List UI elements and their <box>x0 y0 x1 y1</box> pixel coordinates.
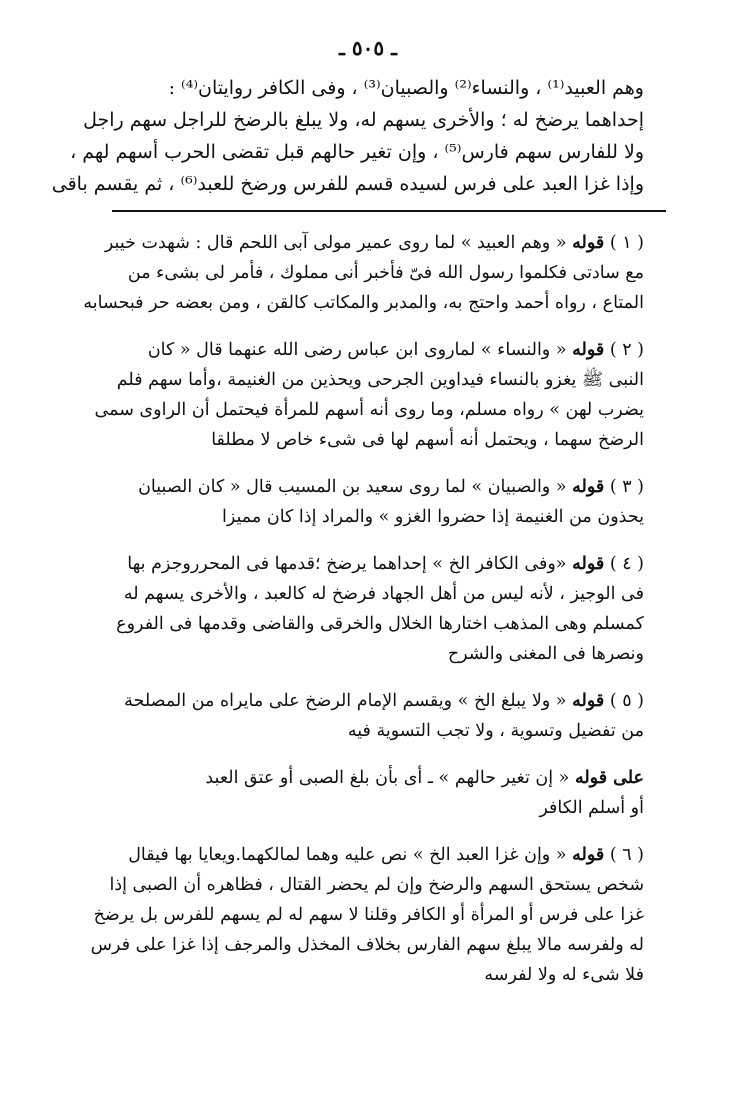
footnote-keyword: قوله <box>572 845 605 865</box>
footnote-line <box>78 763 644 793</box>
footnote-number: ( ١ ) <box>609 233 644 253</box>
footnote-line: شخص يستحق السهم والرضخ وإن لم يحضر القتال ، فظاهره أن الصبى إذا <box>109 875 644 895</box>
main-text-line: ولا للفارس سهم فارس⁽⁵⁾ ، وإن تغير حالهم قبل تقضى الحرب أسهم لهم ، <box>70 141 644 163</box>
footnote-line: من تفضيل وتسوية ، ولا تجب التسوية فيه <box>347 721 644 741</box>
footnote-line: فلا شىء له ولا لفرسه <box>484 965 644 985</box>
footnote-line: يضرب لهن » رواه مسلم، وما روى أنه أسهم للمرأة فيحتمل أن الراوى سمى <box>94 400 644 420</box>
footnote-keyword: على قوله <box>574 768 644 788</box>
footnote-4 <box>78 549 644 669</box>
footnote-5-addendum <box>78 763 644 823</box>
footnote-line: أو أسلم الكافر <box>539 798 644 818</box>
footnote-1 <box>78 228 644 318</box>
footnote-text: « إن تغير حالهم » ـ أى بأن بلغ الصبى أو عتق العبد <box>205 768 570 788</box>
page-number: ـ ٥٠٥ ـ <box>339 36 397 60</box>
footnote-line: مع سادتى فكلموا رسول الله فىّ فأخبر أنى مملوك ، فأمر لى بشىء من <box>127 263 644 283</box>
footnote-line <box>78 549 644 579</box>
footnote-line: النبى ﷺ يغزو بالنساء فيداوين الجرحى ويحذين من الغنيمة ،وأما سهم فلم <box>116 370 644 390</box>
footnote-line <box>78 686 644 716</box>
footnote-number: ( ٥ ) <box>609 691 644 711</box>
footnote-line: غزا على فرس أو المرأة أو الكافر وقلنا لا سهم له لم يسهم للفرس بل يرضخ <box>93 905 644 925</box>
footnote-divider <box>112 210 666 212</box>
footnote-keyword: قوله <box>572 340 605 360</box>
footnotes <box>78 228 644 1007</box>
footnote-number: ( ٢ ) <box>609 340 644 360</box>
footnote-text: « وإن غزا العبد الخ » نص عليه وهما لمالكهما.ويعايا بها فيقال <box>128 845 567 865</box>
footnote-3 <box>78 472 644 532</box>
footnote-line <box>78 472 644 502</box>
main-text <box>51 72 644 200</box>
footnote-line: له ولفرسه مالا يبلغ سهم الفارس بخلاف المخذل والمرجف إذا غزا على فرس <box>90 935 644 955</box>
footnote-line: ونصرها فى المغنى والشرح <box>447 644 644 664</box>
footnote-line: فى الوجيز ، لأنه ليس من أهل الجهاد فرضخ له كالعبد ، والأخرى يسهم له <box>123 584 644 604</box>
footnote-5 <box>78 686 644 746</box>
footnote-keyword: قوله <box>572 233 605 253</box>
footnote-line: المتاع ، رواه أحمد واحتج به، والمدبر والمكاتب كالقن ، ومن بعضه حر فبحسابه <box>83 293 644 313</box>
main-text-line: وإذا غزا العبد على فرس لسيده قسم للفرس ورضخ للعبد⁽⁶⁾ ، ثم يقسم باقى <box>51 173 644 195</box>
footnote-number: ( ٦ ) <box>609 845 644 865</box>
footnote-line: كمسلم وهى المذهب اختارها الخلال والخرقى والقاضى وقدمها فى الفروع <box>116 614 644 634</box>
footnote-keyword: قوله <box>572 477 605 497</box>
footnote-keyword: قوله <box>572 554 605 574</box>
footnote-line <box>78 228 644 258</box>
footnote-text: « والنساء » لماروى ابن عباس رضى الله عنهما قال « كان <box>147 340 567 360</box>
footnote-line: الرضخ سهما ، ويحتمل أنه أسهم لها فى شىء خاص لا مطلقا <box>211 430 644 450</box>
footnote-text: «وفى الكافر الخ » إحداهما يرضخ ؛قدمها فى المحرروجزم بها <box>127 554 567 574</box>
footnote-line <box>78 840 644 870</box>
footnote-2 <box>78 335 644 455</box>
footnote-text: « ولا يبلغ الخ » ويقسم الإمام الرضخ على مايراه من المصلحة <box>124 691 567 711</box>
footnote-text: « والصبيان » لما روى سعيد بن المسيب قال « كان الصبيان <box>138 477 567 497</box>
footnote-6 <box>78 840 644 990</box>
footnote-keyword: قوله <box>572 691 605 711</box>
footnote-number: ( ٤ ) <box>609 554 644 574</box>
footnote-text: « وهم العبيد » لما روى عمير مولى آبى اللحم قال : شهدت خيبر <box>104 233 567 253</box>
footnote-line: يحذون من الغنيمة إذا حضروا الغزو » والمراد إذا كان مميزا <box>222 507 644 527</box>
main-text-line: إحداهما يرضخ له ؛ والأخرى يسهم له، ولا يبلغ بالرضخ للراجل سهم راجل <box>83 109 644 131</box>
main-text-line: وهم العبيد⁽¹⁾ ، والنساء⁽²⁾ والصبيان⁽³⁾ ، وفى الكافر روايتان⁽⁴⁾ : <box>168 77 644 99</box>
footnote-line <box>78 335 644 365</box>
footnote-number: ( ٣ ) <box>609 477 644 497</box>
